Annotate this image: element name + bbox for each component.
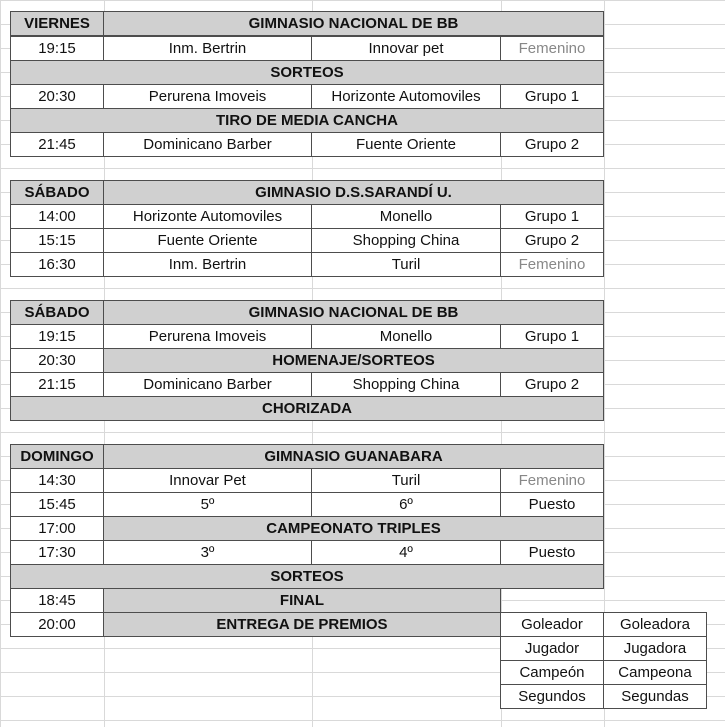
team-a-cell[interactable]: 5º: [103, 492, 312, 517]
match-row: [0, 469, 725, 493]
event-row: [0, 517, 725, 541]
event-row: [0, 349, 725, 373]
day-cell[interactable]: VIERNES: [10, 11, 104, 36]
time-cell[interactable]: 19:15: [10, 324, 104, 349]
time-cell[interactable]: 20:30: [10, 84, 104, 109]
award-male-cell[interactable]: Goleador: [500, 612, 604, 637]
award-male-cell[interactable]: Segundos: [500, 684, 604, 709]
banner-row: [0, 61, 725, 85]
category-cell[interactable]: Grupo 2: [500, 372, 604, 397]
banner-row: [0, 397, 725, 421]
team-a-cell[interactable]: Dominicano Barber: [103, 132, 312, 157]
award-female-cell[interactable]: Segundas: [603, 684, 707, 709]
banner-cell[interactable]: CHORIZADA: [10, 396, 604, 421]
block1-header-row: [0, 12, 725, 36]
match-row: [0, 493, 725, 517]
team-b-cell[interactable]: Turil: [311, 468, 501, 493]
time-cell[interactable]: 14:00: [10, 204, 104, 229]
block4-header-row: [0, 445, 725, 469]
team-b-cell[interactable]: Horizonte Automoviles: [311, 84, 501, 109]
banner-cell[interactable]: SORTEOS: [10, 60, 604, 85]
banner-cell[interactable]: TIRO DE MEDIA CANCHA: [10, 108, 604, 133]
time-cell[interactable]: 17:30: [10, 540, 104, 565]
team-a-cell[interactable]: Inm. Bertrin: [103, 36, 312, 61]
banner-row: [0, 565, 725, 589]
category-cell[interactable]: Puesto: [500, 492, 604, 517]
team-b-cell[interactable]: Shopping China: [311, 228, 501, 253]
time-cell[interactable]: 18:45: [10, 588, 104, 613]
category-cell[interactable]: Femenino: [500, 252, 604, 277]
category-cell[interactable]: Femenino: [500, 36, 604, 61]
venue-cell[interactable]: GIMNASIO NACIONAL DE BB: [103, 300, 604, 325]
awards-row: [0, 685, 725, 709]
time-cell[interactable]: 16:30: [10, 252, 104, 277]
venue-cell[interactable]: GIMNASIO GUANABARA: [103, 444, 604, 469]
category-cell[interactable]: Grupo 1: [500, 324, 604, 349]
team-a-cell[interactable]: Perurena Imoveis: [103, 84, 312, 109]
team-b-cell[interactable]: 4º: [311, 540, 501, 565]
team-b-cell[interactable]: Monello: [311, 324, 501, 349]
match-row: [0, 373, 725, 397]
day-cell[interactable]: SÁBADO: [10, 300, 104, 325]
team-a-cell[interactable]: Fuente Oriente: [103, 228, 312, 253]
team-a-cell[interactable]: Horizonte Automoviles: [103, 204, 312, 229]
time-cell[interactable]: 15:15: [10, 228, 104, 253]
banner-row: [0, 109, 725, 133]
match-row: [0, 541, 725, 565]
team-a-cell[interactable]: Inm. Bertrin: [103, 252, 312, 277]
match-row: [0, 229, 725, 253]
day-cell[interactable]: DOMINGO: [10, 444, 104, 469]
category-cell[interactable]: Grupo 2: [500, 132, 604, 157]
award-female-cell[interactable]: Campeona: [603, 660, 707, 685]
event-banner-cell[interactable]: CAMPEONATO TRIPLES: [103, 516, 604, 541]
venue-cell[interactable]: GIMNASIO NACIONAL DE BB: [103, 11, 604, 36]
time-cell[interactable]: 21:45: [10, 132, 104, 157]
team-b-cell[interactable]: Fuente Oriente: [311, 132, 501, 157]
block2-header-row: [0, 181, 725, 205]
venue-cell[interactable]: GIMNASIO D.S.SARANDÍ U.: [103, 180, 604, 205]
category-cell[interactable]: Femenino: [500, 468, 604, 493]
banner-cell[interactable]: SORTEOS: [10, 564, 604, 589]
time-cell[interactable]: 21:15: [10, 372, 104, 397]
team-b-cell[interactable]: Shopping China: [311, 372, 501, 397]
team-b-cell[interactable]: 6º: [311, 492, 501, 517]
awards-row: [0, 613, 725, 637]
time-cell[interactable]: 20:00: [10, 612, 104, 637]
team-a-cell[interactable]: Perurena Imoveis: [103, 324, 312, 349]
time-cell[interactable]: 15:45: [10, 492, 104, 517]
team-a-cell[interactable]: Dominicano Barber: [103, 372, 312, 397]
block3-header-row: [0, 301, 725, 325]
time-cell[interactable]: 19:15: [10, 36, 104, 61]
award-male-cell[interactable]: Campeón: [500, 660, 604, 685]
match-row: [0, 37, 725, 61]
awards-row: [0, 661, 725, 685]
match-row: [0, 325, 725, 349]
awards-row: [0, 637, 725, 661]
award-male-cell[interactable]: Jugador: [500, 636, 604, 661]
match-row: [0, 205, 725, 229]
team-b-cell[interactable]: Turil: [311, 252, 501, 277]
category-cell[interactable]: Grupo 2: [500, 228, 604, 253]
event-banner-cell[interactable]: HOMENAJE/SORTEOS: [103, 348, 604, 373]
day-cell[interactable]: SÁBADO: [10, 180, 104, 205]
team-b-cell[interactable]: Monello: [311, 204, 501, 229]
category-cell[interactable]: Grupo 1: [500, 204, 604, 229]
time-cell[interactable]: 20:30: [10, 348, 104, 373]
award-female-cell[interactable]: Goleadora: [603, 612, 707, 637]
match-row: [0, 133, 725, 157]
event-banner-cell[interactable]: FINAL: [103, 588, 501, 613]
category-cell[interactable]: Puesto: [500, 540, 604, 565]
event-banner-cell[interactable]: ENTREGA DE PREMIOS: [103, 612, 501, 637]
time-cell[interactable]: 14:30: [10, 468, 104, 493]
category-cell[interactable]: Grupo 1: [500, 84, 604, 109]
team-b-cell[interactable]: Innovar pet: [311, 36, 501, 61]
time-cell[interactable]: 17:00: [10, 516, 104, 541]
event-row: [0, 589, 725, 613]
team-a-cell[interactable]: Innovar Pet: [103, 468, 312, 493]
team-a-cell[interactable]: 3º: [103, 540, 312, 565]
match-row: [0, 85, 725, 109]
award-female-cell[interactable]: Jugadora: [603, 636, 707, 661]
match-row: [0, 253, 725, 277]
